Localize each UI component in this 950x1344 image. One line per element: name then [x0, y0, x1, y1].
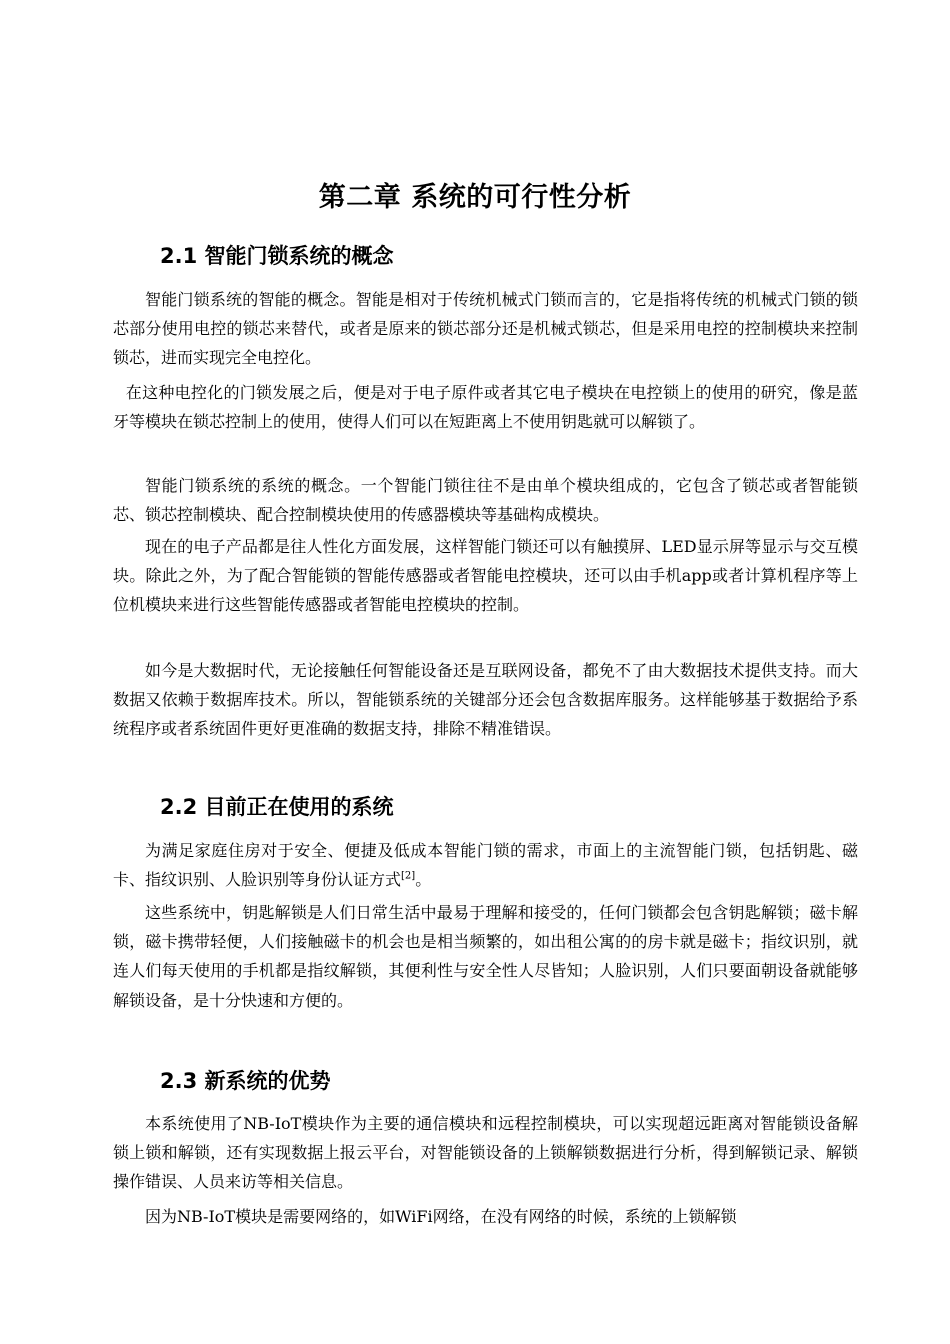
paragraph: 在这种电控化的门锁发展之后，便是对于电子原件或者其它电子模块在电控锁上的使用的研究，像是蓝牙等模块在锁芯控制上的使用，使得人们可以在短距离上不使用钥匙就可以解锁了。 [113, 383, 858, 432]
paragraph: 智能门锁系统的智能的概念。智能是相对于传统机械式门锁而言的，它是指将传统的机械式门锁的锁芯部分使用电控的锁芯来替代，或者是原来的锁芯部分还是机械式锁芯，但是采用电控的控制模块来控制锁芯，进而实现完全电控化。 [113, 290, 858, 368]
section-heading-2-1: 2.1 智能门锁系统的概念 [160, 244, 394, 268]
paragraph: 这些系统中，钥匙解锁是人们日常生活中最易于理解和接受的，任何门锁都会包含钥匙解锁；磁卡解锁，磁卡携带轻便，人们接触磁卡的机会也是相当频繁的，如出租公寓的的房卡就是磁卡；指纹识别，就连人们每天使用的手机都是指纹解锁，其便利性与安全性人尽皆知；人脸识别，人们只要面朝设备就能够解锁设备，是十分快速和方便的。 [113, 903, 858, 1010]
paragraph: 现在的电子产品都是往人性化方面发展，这样智能门锁还可以有触摸屏、LED显示屏等显示与交互模块。除此之外，为了配合智能锁的智能传感器或者智能电控模块，还可以由手机app或者计算机程序等上位机模块来进行这些智能传感器或者智能电控模块的控制。 [113, 537, 858, 615]
paragraph [113, 836, 858, 894]
paragraph: 智能门锁系统的系统的概念。一个智能门锁往往不是由单个模块组成的，它包含了锁芯或者智能锁芯、锁芯控制模块、配合控制模块使用的传感器模块等基础构成模块。 [113, 476, 858, 525]
section-heading-2-3: 2.3 新系统的优势 [160, 1069, 331, 1093]
citation-reference: [2] [401, 870, 416, 882]
paragraph: 如今是大数据时代，无论接触任何智能设备还是互联网设备，都免不了由大数据技术提供支持。而大数据又依赖于数据库技术。所以，智能锁系统的关键部分还会包含数据库服务。这样能够基于数据给予系统程序或者系统固件更好更准确的数据支持，排除不精准错误。 [113, 661, 858, 739]
paragraph-text: 为满足家庭住房对于安全、便捷及低成本智能门锁的需求，市面上的主流智能门锁，包括钥匙、磁卡、指纹识别、人脸识别等身份认证方式 [113, 841, 858, 890]
paragraph: 因为NB-IoT模块是需要网络的，如WiFi网络，在没有网络的时候，系统的上锁解锁 [145, 1207, 737, 1226]
section-heading-2-2: 2.2 目前正在使用的系统 [160, 795, 394, 819]
paragraph-end-punctuation: 。 [415, 870, 432, 890]
chapter-title: 第二章 系统的可行性分析 [318, 182, 632, 213]
paragraph: 本系统使用了NB-IoT模块作为主要的通信模块和远程控制模块，可以实现超远距离对智能锁设备解锁上锁和解锁，还有实现数据上报云平台，对智能锁设备的上锁解锁数据进行分析，得到解锁记录、解锁操作错误、人员来访等相关信息。 [113, 1114, 858, 1192]
